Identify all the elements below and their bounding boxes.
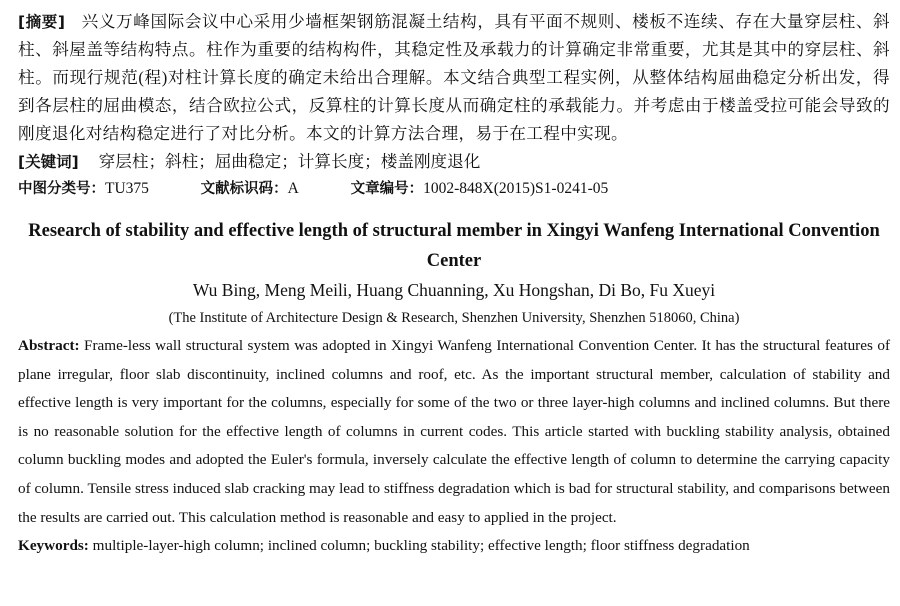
classification-row [18, 176, 890, 202]
english-authors: Wu Bing, Meng Meili, Huang Chuanning, Xu Hongshan, Di Bo, Fu Xueyi [192, 280, 716, 300]
article-number-label: 文章编号： [350, 181, 424, 197]
paper-abstract-page [18, 8, 890, 560]
english-keywords [18, 532, 890, 560]
document-code-value: A [287, 180, 299, 197]
english-title: Research of stability and effective length of structural member in Xingyi Wanfeng International Convention Center [28, 221, 880, 271]
english-abstract-text: Frame-less wall structural system was adopted in Xingyi Wanfeng International Convention Center. It has the structural features of plane irregular, floor slab discontinuity, inclined columns and roof, etc. As the important structural member, calculation of stability and effective length is very important for the columns, especially for some of the two or three layer-high columns and inclined columns. But there is no reasonable solution for the effective length of columns in current codes. This article started with buckling stability analysis, obtained column buckling modes and adopted the Euler's formula, inversely calculate the effective length of column to determine the carrying capacity of column. Tensile stress induced slab cracking may lead to stiffness degradation which is bad for structural stability, and comparisons between the results are carried out. This calculation method is reasonable and easy to applied in the project. [18, 337, 891, 526]
clc-label: 中图分类号： [18, 181, 105, 197]
english-affiliation: (The Institute of Architecture Design & Research, Shenzhen University, Shenzhen 518060, China) [168, 310, 740, 326]
chinese-abstract-label: [摘要] [18, 13, 66, 31]
clc-value: TU375 [105, 180, 149, 197]
article-number [351, 176, 609, 202]
english-keywords-text: multiple-layer-high column; inclined column; buckling stability; effective length; floor stiffness degradation [92, 537, 750, 555]
chinese-keywords [18, 148, 890, 176]
chinese-abstract-text: 兴义万峰国际会议中心采用少墙框架钢筋混凝土结构，具有平面不规则、楼板不连续、存在大量穿层柱、斜柱、斜屋盖等结构特点。柱作为重要的结构构件，其稳定性及承载力的计算确定非常重要，尤其是其中的穿层柱、斜柱。而现行规范(程)对柱计算长度的确定未给出合理解。本文结合典型工程实例，从整体结构屈曲稳定分析出发，得到各层柱的屈曲模态，结合欧拉公式，反算柱的计算长度从而确定柱的承载能力。并考虑由于楼盖受拉可能会导致的刚度退化对结构稳定进行了对比分析。本文的计算方法合理，易于在工程中实现。 [18, 12, 890, 143]
chinese-keywords-label: [关键词] [18, 153, 79, 171]
english-abstract-label: Abstract: [18, 337, 80, 354]
english-abstract [18, 332, 890, 532]
clc-number [18, 176, 149, 202]
chinese-abstract [18, 8, 890, 148]
document-code [201, 176, 299, 202]
chinese-keywords-text: 穿层柱；斜柱；屈曲稳定；计算长度；楼盖刚度退化 [98, 152, 481, 171]
document-code-label: 文献标识码： [200, 181, 288, 197]
english-keywords-label: Keywords: [18, 537, 89, 555]
article-number-value: 1002-848X(2015)S1-0241-05 [423, 180, 609, 197]
